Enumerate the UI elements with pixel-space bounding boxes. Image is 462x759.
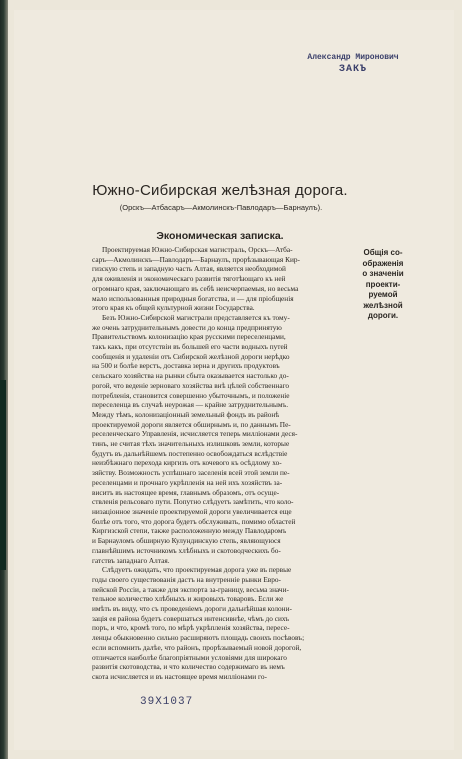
- owner-stamp: [300, 52, 406, 77]
- margin-note-line: проекти-: [365, 279, 401, 289]
- body-line: реселенцами и прочнаго укрѣпленія на ней ихъ хозяйствъ за-: [92, 477, 283, 487]
- margin-note: [356, 248, 410, 322]
- body-line: такъ какъ, при отсутствіи въ большей его части водныхъ путей: [92, 342, 288, 352]
- stamp-surname: ЗАКЪ: [338, 64, 367, 75]
- body-line: Проектируемая Южно-Сибирская магистраль, Орскъ—Атба-: [102, 245, 293, 254]
- body-line: потребленія, становится совершенно убыточнымъ, и положеніе: [92, 390, 290, 400]
- body-line: переселенца въ случаѣ неурожая — крайне затруднительнымъ.: [92, 400, 289, 410]
- body-line: имѣть въ виду, что съ проведеніемъ дороги дальнѣйшая колони-: [92, 604, 292, 614]
- body-line: годы своего существованія дастъ на внутренніе рынки Евро-: [92, 574, 281, 584]
- margin-note-line: руемой: [368, 290, 398, 299]
- body-line: зація ея района будетъ совершаться интенсивнѣе, чѣмъ до сихъ: [92, 613, 290, 623]
- document-subtitle: (Орскъ—Атбасаръ—Акмолинскъ-Павлодаръ—Барнаулъ).: [119, 203, 323, 212]
- body-line: ствленія рельсоваго пути. Попутно слѣдуетъ замѣтить, что коло-: [92, 497, 294, 507]
- body-line: саръ—Акмолинскъ—Павлодаръ—Барнаулъ, прорѣзывающая Кир-: [92, 254, 300, 264]
- body-line: и Барнауломъ обширную Кулундинскую степь, являющуюся: [92, 536, 281, 546]
- body-line: для оживленія и экономическаго развитія тяготѣющаго къ ней: [92, 274, 286, 284]
- body-line: Правительствомъ колонизацію края русскими переселенцами,: [92, 332, 286, 342]
- body-line: проектируемой дороги является обширнымъ и, по даннымъ Пе-: [92, 419, 291, 429]
- body-line: развитія скотоводства, и что количество содержимаго въ немъ: [92, 662, 285, 672]
- body-line: пейской Россіи, а также для экспорта за-границу, весьма значи-: [92, 584, 289, 594]
- shelfmark-stamp: 39X1037: [140, 696, 194, 708]
- body-line: сельскаго хозяйства на рынки сбыта оказывается настолько до-: [92, 371, 289, 381]
- section-heading: Экономическая записка.: [156, 230, 284, 242]
- margin-note-line: желѣзной: [363, 300, 403, 310]
- body-line: тельное количество хлѣбныхъ и жировыхъ товаровъ. Если же: [92, 594, 284, 604]
- body-line: Киргизской степи, также расположенную между Павлодаромъ: [92, 526, 287, 536]
- body-line: тинъ, не считая тѣхъ значительныхъ излишковъ земли, которые: [92, 439, 290, 449]
- body-line: неизбѣжнаго перехода киргизъ отъ кочевого къ осѣдлому хо-: [92, 458, 282, 468]
- body-line: ленцы обыкновенно сильно расширяютъ площадь своихъ посѣвовъ;: [92, 633, 305, 643]
- document-title: Южно-Сибирская желѣзная дорога.: [92, 182, 348, 199]
- body-line: скота исчисляется и въ настоящее время милліонами го-: [92, 671, 267, 681]
- body-line: на 500 и болѣе верстъ, доставка зерна и другихъ продуктовъ: [92, 361, 280, 371]
- margin-note-line: дороги.: [367, 311, 399, 320]
- body-line: виситъ въ настоящее время, главнымъ образомъ, отъ осуще-: [92, 487, 280, 497]
- margin-note-line: ображенія: [362, 258, 404, 268]
- body-line: сообщенія и удаленіи отъ Сибирской желѣзной дороги нерѣдко: [92, 351, 290, 361]
- spine-binding-strip: [0, 380, 6, 570]
- body-line: гизскую степь и западную часть Алтая, является необходимой: [92, 264, 286, 274]
- body-text: [92, 245, 350, 682]
- body-line: этого края къ общей культурной жизни Государства.: [92, 303, 255, 313]
- stamp-name: Александр Миронович: [307, 53, 399, 62]
- body-line: отличается наиболѣе благопріятными условіями для широкаго: [92, 652, 287, 662]
- margin-note-line: Общiя со-: [363, 248, 403, 257]
- body-line: мало использованныя природныя богатства, и — для пріобщенія: [92, 293, 294, 303]
- body-line: Слѣдуетъ ожидать, что проектируемая дорога уже въ первые: [102, 565, 292, 575]
- body-line: гатствъ западнаго Алтая.: [92, 555, 170, 565]
- body-line: рогой, что веденіе зерноваго хозяйства внѣ цѣлей собственнаго: [92, 380, 290, 390]
- body-line: будутъ въ дальнѣйшемъ постепенно освобождаться вслѣдствіе: [92, 448, 288, 458]
- body-line: огромнаго края, заключающаго въ себѣ неисчерпаемыя, но весьма: [92, 283, 299, 293]
- body-line: реселенческаго Управленія, исчисляется теперь милліонами деся-: [92, 429, 298, 439]
- body-line: зяйству. Возможность успѣшнаго заселенія всей этой земли пе-: [92, 468, 290, 478]
- body-line: поръ, и что, кромѣ того, по мѣрѣ укрѣпленія хозяйства, пересе-: [92, 623, 290, 633]
- body-line: если вспомнить далѣе, что районъ, прорѣзываемый новой дорогой,: [92, 642, 302, 652]
- body-line: болѣе отъ того, что дорога будетъ обслуживать, помимо областей: [92, 516, 296, 526]
- body-line: Между тѣмъ, колонизаціонный земельный фондъ въ районѣ: [92, 409, 280, 419]
- body-line: же очень затруднительнымъ довести до конца предпринятую: [92, 322, 282, 332]
- body-line: главнѣйшимъ источникомъ хлѣбныхъ и скотоводческихъ бо-: [92, 545, 281, 555]
- body-line: Безъ Южно-Сибирской магистрали представляется къ тому-: [102, 312, 290, 322]
- margin-note-line: о значеніи: [362, 269, 404, 278]
- body-line: низаціонное значеніе проектируемой дороги увеличивается еще: [92, 506, 292, 516]
